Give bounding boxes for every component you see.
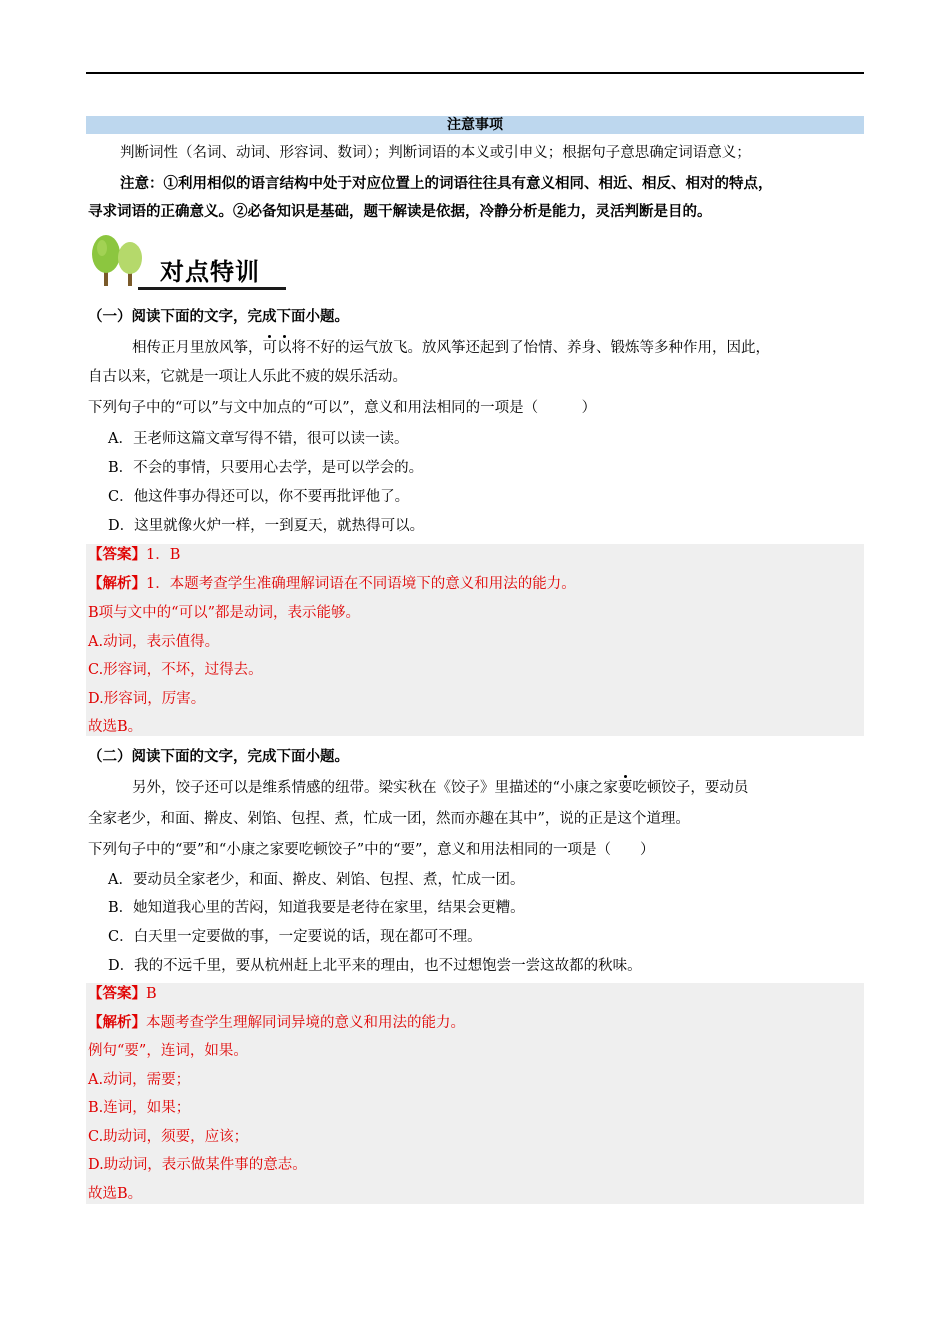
q2-passage-line-1 xyxy=(132,778,748,798)
q2-passage-post: 吃顿饺子，要动员 xyxy=(632,780,749,796)
q2-analysis-line: 例句“要”，连词，如果。 xyxy=(88,1043,248,1059)
q2-option-d: D．我的不远千里，要从杭州赶上北平来的理由，也不过想饱尝一尝这故都的秋味。 xyxy=(108,958,642,974)
q2-stem: 下列句子中的“要”和“小康之家要吃顿饺子”中的“要”，意义和用法相同的一项是（ ） xyxy=(88,842,655,858)
q2-analysis-line: A.动词，需要； xyxy=(88,1072,191,1088)
q1-analysis-line: D.形容词，厉害。 xyxy=(88,691,206,707)
q1-analysis-line: B项与文中的“可以”都是动词，表示能够。 xyxy=(88,605,360,621)
q2-analysis-line: B.连词，如果； xyxy=(88,1100,191,1116)
q2-analysis-text: 本题考查学生理解同词异境的意义和用法的能力。 xyxy=(146,1015,465,1031)
q1-passage-pre: 相传正月里放风筝， xyxy=(132,340,263,356)
q2-analysis-line: C.助动词，须要，应该； xyxy=(88,1129,249,1145)
q1-option-d: D．这里就像火炉一样，一到夏天，就热得可以。 xyxy=(108,518,425,534)
q1-option-b: B．不会的事情，只要用心去学，是可以学会的。 xyxy=(108,460,424,476)
q1-stem: 下列句子中的“可以”与文中加点的“可以”，意义和用法相同的一项是（ ） xyxy=(88,400,597,416)
q1-answer xyxy=(88,545,180,565)
q1-analysis xyxy=(88,574,576,594)
q2-analysis-line: D.助动词，表示做某件事的意志。 xyxy=(88,1157,307,1173)
q1-analysis-line: 故选B。 xyxy=(88,719,143,735)
tree-icon xyxy=(88,234,150,292)
q1-passage-line-1 xyxy=(132,338,770,358)
notice-line-3: 寻求词语的正确意义。②必备知识是基础，题干解读是依据，冷静分析是能力，灵活判断是目的。 xyxy=(88,203,712,220)
q1-heading: （一）阅读下面的文字，完成下面小题。 xyxy=(88,308,349,325)
notice-line-1: 判断词性（名词、动词、形容词、数词）；判断词语的本义或引申义；根据句子意思确定词语意义； xyxy=(120,145,751,161)
q1-analysis-text: 1．本题考查学生准确理解词语在不同语境下的意义和用法的能力。 xyxy=(146,576,576,592)
q1-dotted-char-1: 可 xyxy=(262,340,277,356)
q2-passage-line-2: 全家老少，和面、擀皮、剁馅、包捏、煮，忙成一团，然而亦趣在其中”，说的正是这个道理。 xyxy=(88,811,690,827)
top-rule xyxy=(86,72,864,74)
q2-analysis xyxy=(88,1013,465,1033)
q2-answer xyxy=(88,984,157,1004)
q1-option-c: C．他这件事办得还可以，你不要再批评他了。 xyxy=(108,489,410,505)
q2-passage-pre: 另外，饺子还可以是维系情感的纽带。梁实秋在《饺子》里描述的“小康之家 xyxy=(132,780,618,796)
q1-option-a: A．王老师这篇文章写得不错，很可以读一读。 xyxy=(108,431,409,447)
q2-option-c: C．白天里一定要做的事，一定要说的话，现在都可不理。 xyxy=(108,929,482,945)
q2-answer-value: B xyxy=(146,986,157,1002)
q1-passage-post: 将不好的运气放飞。放风筝还起到了怡情、养身、锻炼等多种作用，因此， xyxy=(291,340,770,356)
q2-option-b: B．她知道我心里的苦闷，知道我要是老待在家里，结果会更糟。 xyxy=(108,900,525,916)
q1-passage-line-2: 自古以来，它就是一项让人乐此不疲的娱乐活动。 xyxy=(88,369,407,385)
q2-analysis-line: 故选B。 xyxy=(88,1186,143,1202)
notice-line-2: 注意：①利用相似的语言结构中处于对应位置上的词语往往具有意义相同、相近、相反、相对的特点， xyxy=(120,175,773,192)
q1-analysis-line: C.形容词，不坏，过得去。 xyxy=(88,662,263,678)
q1-answer-value: 1．B xyxy=(146,547,181,563)
q2-dotted-char: 要 xyxy=(617,780,633,796)
q2-heading: （二）阅读下面的文字，完成下面小题。 xyxy=(88,748,349,765)
q2-answer-tag: 【答案】 xyxy=(88,985,146,1002)
q2-analysis-tag: 【解析】 xyxy=(88,1014,146,1031)
q1-analysis-tag: 【解析】 xyxy=(88,575,146,592)
notice-title: 注意事项 xyxy=(86,116,864,134)
section-title: 对点特训 xyxy=(160,258,260,286)
q1-analysis-line: A.动词，表示值得。 xyxy=(88,634,220,650)
q1-answer-tag: 【答案】 xyxy=(88,546,146,563)
q2-option-a: A．要动员全家老少，和面、擀皮、剁馅、包捏、煮，忙成一团。 xyxy=(108,872,525,888)
q1-dotted-char-2: 以 xyxy=(277,340,292,356)
section-title-underline xyxy=(138,287,286,290)
